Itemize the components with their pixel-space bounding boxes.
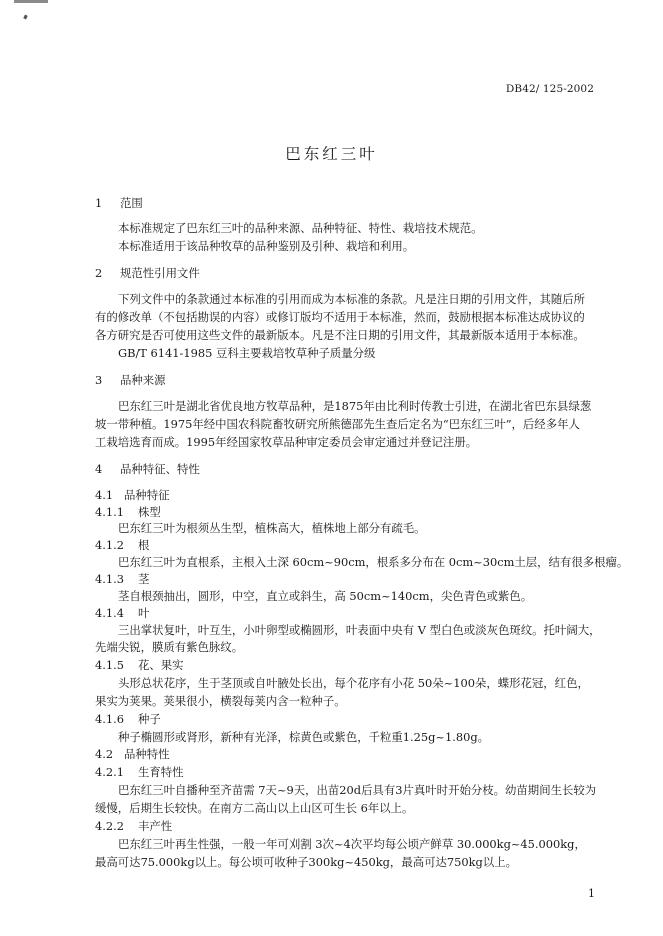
section-title: 株型 [138, 505, 161, 519]
paragraph-line: 巴东红三叶为根须丛生型，植株高大，植株地上部分有疏毛。 [118, 521, 426, 535]
section-number: 4.1 [95, 488, 114, 502]
paragraph-line: 工栽培选育而成。1995年经国家牧草品种审定委员会审定通过并登记注册。 [95, 435, 478, 449]
section-number: 4.1.3 [95, 572, 124, 586]
section-2-heading [95, 268, 200, 279]
section-4-1-heading [95, 490, 170, 501]
section-title: 茎 [138, 572, 150, 586]
section-4-2-1-heading [95, 767, 184, 778]
section-number: 4.1.6 [95, 712, 124, 726]
section-number: 4.2.1 [95, 765, 124, 779]
standard-code: DB42/ 125-2002 [505, 83, 594, 95]
paragraph-line: 各方研究是否可使用这些文件的最新版本。凡是不注日期的引用文件，其最新版本适用于本标准。 [95, 328, 585, 342]
section-4-2-2-heading [95, 821, 172, 832]
section-number: 4.1.1 [95, 505, 124, 519]
paragraph-line: 最高可达75.000kg以上。每公顷可收种子300kg~450kg，最高可达750kg以上。 [95, 855, 517, 869]
paragraph-line: 本标准规定了巴东红三叶的品种来源、品种特征、特性、栽培技术规范。 [118, 221, 483, 235]
paragraph-line: 巴东红三叶再生性强，一般一年可刈割 3次~4次平均每公顷产鲜草 30.000kg~45.000kg， [118, 837, 586, 851]
paragraph-line: 先端尖锐，膜质有紫色脉纹。 [95, 640, 244, 654]
section-title: 品种特征、特性 [120, 462, 200, 476]
paragraph-line: 缓慢，后期生长较快。在南方二高山以上山区可生长 6年以上。 [95, 801, 414, 815]
paragraph-line: 坡一带种植。1975年经中国农科院畜牧研究所熊德邵先生查后定名为“巴东红三叶”，后经多年人 [95, 417, 580, 431]
paragraph-line: 下列文件中的条款通过本标准的引用而成为本标准的条款。凡是注日期的引用文件，其随后所 [118, 292, 586, 306]
section-number: 4.1.2 [95, 538, 124, 552]
section-title: 规范性引用文件 [120, 266, 200, 280]
section-4-1-1-heading [95, 507, 161, 518]
page-title: 巴东红三叶 [285, 145, 378, 163]
section-number: 1 [95, 196, 103, 210]
section-number: 4 [95, 462, 103, 476]
section-4-heading [95, 464, 200, 475]
section-4-2-heading [95, 749, 170, 760]
section-number: 3 [95, 373, 103, 387]
paragraph-line: 本标准适用于该品种牧草的品种鉴别及引种、栽培和利用。 [118, 239, 415, 253]
section-title: 品种来源 [120, 373, 166, 387]
section-title: 叶 [138, 606, 150, 620]
page-number: 1 [588, 887, 595, 900]
section-title: 范围 [120, 196, 143, 210]
paragraph-line: 果实为荚果。荚果很小，横裂每荚内含一粒种子。 [95, 694, 346, 708]
section-3-heading [95, 375, 166, 386]
section-title: 丰产性 [138, 819, 173, 833]
paragraph-line: 头形总状花序，生于茎顶或自叶腋处长出，每个花序有小花 50朵~100朵，蝶形花冠，红色， [118, 676, 589, 690]
paragraph-line: 有的修改单（不包括勘误的内容）或修订版均不适用于本标准，然而，鼓励根据本标准达成协议的 [95, 310, 585, 324]
section-title: 生育特性 [138, 765, 184, 779]
reference-line: GB/T 6141-1985 豆科主要栽培牧草种子质量分级 [118, 346, 376, 360]
section-number: 4.2 [95, 747, 114, 761]
scan-edge-mark [14, 0, 48, 3]
paragraph-line: 三出掌状复叶，叶互生，小叶卵型或椭圆形，叶表面中央有 V 型白色或淡灰色斑纹。托叶阔大， [118, 623, 601, 637]
paragraph-line: 茎自根颈抽出，圆形，中空，直立或斜生，高 50cm~140cm，尖色青色或紫色。 [118, 589, 533, 603]
section-title: 品种特性 [124, 747, 170, 761]
paragraph-line: 巴东红三叶是湖北省优良地方牧草品种，是1875年由比利时传教士引进，在湖北省巴东县绿葱 [118, 399, 592, 413]
paragraph-line: 巴东红三叶为直根系，主根入土深 60cm~90cm，根系多分布在 0cm~30cm土层，结有很多根瘤。 [118, 555, 629, 569]
section-4-1-4-heading [95, 608, 149, 619]
scan-speck [23, 15, 27, 20]
section-title: 根 [138, 538, 150, 552]
section-title: 花、果实 [138, 658, 184, 672]
section-title: 品种特征 [124, 488, 170, 502]
section-number: 4.1.5 [95, 658, 124, 672]
section-number: 4.2.2 [95, 819, 124, 833]
section-4-1-5-heading [95, 660, 184, 671]
paragraph-line: 巴东红三叶自播种至齐苗需 7天~9天，出苗20d后具有3片真叶时开始分枝。幼苗期间生长较为 [118, 783, 597, 797]
section-number: 4.1.4 [95, 606, 124, 620]
section-title: 种子 [138, 712, 161, 726]
paragraph-line: 种子椭圆形或肾形，新种有光泽，棕黄色或紫色，千粒重1.25g~1.80g。 [118, 730, 490, 744]
section-4-1-3-heading [95, 574, 149, 585]
section-number: 2 [95, 266, 103, 280]
section-1-heading [95, 198, 143, 209]
section-4-1-6-heading [95, 714, 161, 725]
section-4-1-2-heading [95, 540, 149, 551]
